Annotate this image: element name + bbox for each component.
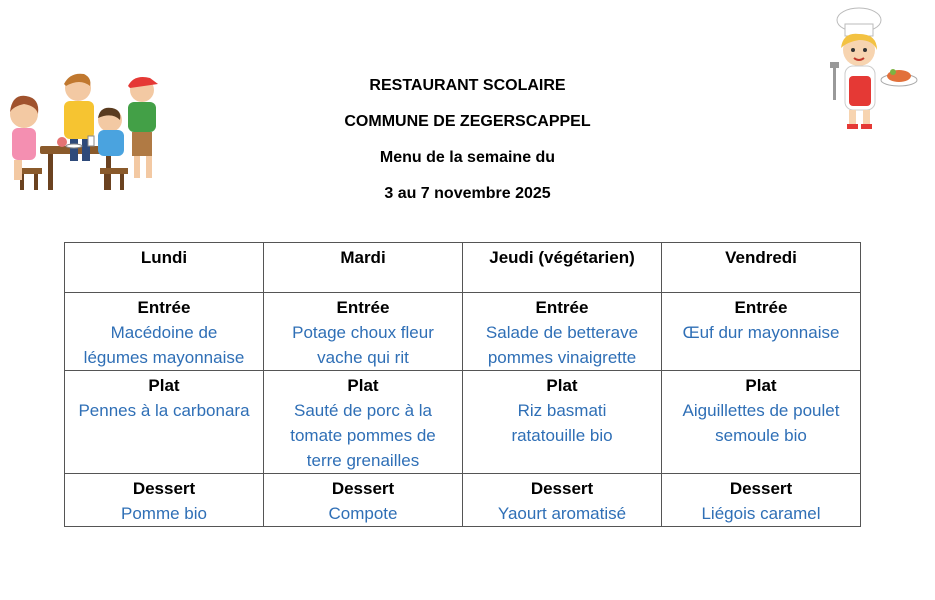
dessert-label: Dessert <box>331 479 395 498</box>
dish-line: vache qui rit <box>317 348 409 367</box>
menu-week-label: Menu de la semaine du <box>379 149 556 166</box>
day-header-jeudi: Jeudi (végétarien) <box>463 243 662 293</box>
dessert-label: Dessert <box>132 479 196 498</box>
plat-cell-jeudi <box>463 371 662 474</box>
plat-cell-lundi <box>65 371 264 474</box>
entree-cell-mardi <box>264 293 463 371</box>
dish-line: Potage choux fleur <box>292 323 434 342</box>
day-header-vendredi: Vendredi <box>662 243 861 293</box>
dish-line: ratatouille bio <box>511 426 613 445</box>
dish-line: Pennes à la carbonara <box>78 401 250 420</box>
entree-label: Entrée <box>535 298 589 317</box>
plat-label: Plat <box>745 376 777 395</box>
entree-cell-jeudi <box>463 293 662 371</box>
plat-label: Plat <box>148 376 180 395</box>
entree-cell-lundi <box>65 293 264 371</box>
plat-label: Plat <box>347 376 379 395</box>
dessert-cell-lundi <box>65 474 264 527</box>
menu-date-range: 3 au 7 novembre 2025 <box>384 185 551 202</box>
entree-label: Entrée <box>137 298 191 317</box>
dessert-label: Dessert <box>530 479 594 498</box>
plat-label: Plat <box>546 376 578 395</box>
entree-cell-vendredi <box>662 293 861 371</box>
dish-line: Compote <box>328 504 398 523</box>
dish-line: Pomme bio <box>121 504 207 523</box>
plat-cell-vendredi <box>662 371 861 474</box>
dish-line: légumes mayonnaise <box>83 348 245 367</box>
dish-line: Liégois caramel <box>701 504 821 523</box>
entree-row <box>65 293 861 371</box>
restaurant-title: RESTAURANT SCOLAIRE <box>369 77 566 94</box>
dessert-cell-jeudi <box>463 474 662 527</box>
dish-line: semoule bio <box>715 426 807 445</box>
day-header-mardi: Mardi <box>264 243 463 293</box>
plat-row <box>65 371 861 474</box>
dessert-cell-mardi <box>264 474 463 527</box>
dessert-cell-vendredi <box>662 474 861 527</box>
plat-cell-mardi <box>264 371 463 474</box>
entree-label: Entrée <box>336 298 390 317</box>
dish-line: tomate pommes de <box>290 426 436 445</box>
dish-line: Yaourt aromatisé <box>497 504 627 523</box>
dessert-row <box>65 474 861 527</box>
entree-label: Entrée <box>734 298 788 317</box>
commune-name: COMMUNE DE ZEGERSCAPPEL <box>344 113 591 130</box>
weekly-menu-table <box>64 242 861 527</box>
dish-line: Œuf dur mayonnaise <box>682 323 840 342</box>
dish-line: pommes vinaigrette <box>487 348 637 367</box>
dessert-label: Dessert <box>729 479 793 498</box>
day-header-lundi: Lundi <box>65 243 264 293</box>
dish-line: terre grenailles <box>306 451 420 470</box>
days-row <box>65 243 861 293</box>
dish-line: Aiguillettes de poulet <box>682 401 840 420</box>
dish-line: Sauté de porc à la <box>294 401 432 420</box>
dish-line: Riz basmati <box>517 401 607 420</box>
dish-line: Macédoine de <box>110 323 218 342</box>
dish-line: Salade de betterave <box>485 323 639 342</box>
